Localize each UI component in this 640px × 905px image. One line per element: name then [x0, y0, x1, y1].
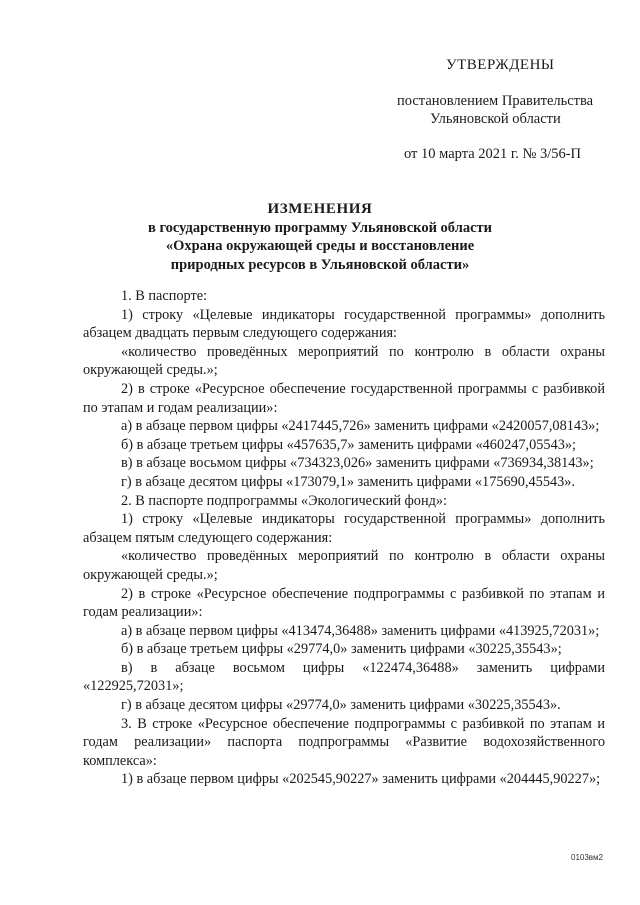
paragraph: а) в абзаце первом цифры «2417445,726» заменить цифрами «2420057,08143»;: [121, 418, 600, 435]
approval-title: УТВЕРЖДЕНЫ: [446, 57, 555, 73]
paragraph: а) в абзаце первом цифры «413474,36488» заменить цифрами «413925,72031»;: [121, 622, 600, 639]
paragraph: г) в абзаце десятом цифры «173079,1» заменить цифрами «175690,45543».: [121, 473, 575, 490]
document-body: [83, 287, 605, 789]
paragraph: 1) в абзаце первом цифры «202545,90227» заменить цифрами «204445,90227»;: [121, 771, 601, 788]
document-title-line: в государственную программу Ульяновской области: [147, 219, 492, 236]
paragraph: 1) строку «Целевые индикаторы государственной программы» дополнить абзацем двадцать первым следующего содержания:: [83, 306, 605, 342]
paragraph: г) в абзаце десятом цифры «29774,0» заменить цифрами «30225,35543».: [121, 697, 561, 714]
document-code: 0103вм2: [571, 853, 603, 862]
document-title-line: «Охрана окружающей среды и восстановление: [165, 238, 475, 254]
paragraph: б) в абзаце третьем цифры «457635,7» заменить цифрами «460247,05543»;: [121, 436, 576, 453]
paragraph: 3. В строке «Ресурсное обеспечение подпрограммы с разбивкой по этапам и годам реализации» паспорта подпрограммы «Развитие водохозяйственного комплекса»:: [83, 715, 605, 769]
document-title-line: природных ресурсов в Ульяновской области»: [170, 256, 470, 273]
paragraph: в) в абзаце восьмом цифры «122474,36488» заменить цифрами «122925,72031»;: [83, 659, 605, 695]
paragraph: 2) в строке «Ресурсное обеспечение государственной программы с разбивкой по этапам и годам реализации»:: [83, 380, 605, 416]
paragraph: 2) в строке «Ресурсное обеспечение подпрограммы с разбивкой по этапам и годам реализации»:: [83, 585, 605, 621]
document-title: [0, 200, 640, 274]
approval-date: от 10 марта 2021 г. № 3/56-П: [404, 146, 582, 162]
paragraph: «количество проведённых мероприятий по контролю в области охраны окружающей среды.»;: [83, 343, 605, 379]
paragraph: «количество проведённых мероприятий по контролю в области охраны окружающей среды.»;: [83, 548, 605, 583]
paragraph: б) в абзаце третьем цифры «29774,0» заменить цифрами «30225,35543»;: [121, 641, 562, 658]
approval-issuer: постановлением Правительства: [397, 93, 594, 109]
document-heading: ИЗМЕНЕНИЯ: [267, 201, 373, 217]
approval-organization: Ульяновской области: [430, 111, 561, 127]
paragraph: 2. В паспорте подпрограммы «Экологический фонд»:: [121, 492, 448, 509]
paragraph: 1) строку «Целевые индикаторы государственной программы» дополнить абзацем пятым следующего содержания:: [83, 511, 605, 546]
paragraph: в) в абзаце восьмом цифры «734323,026» заменить цифрами «736934,38143»;: [121, 455, 594, 472]
paragraph: 1. В паспорте:: [121, 288, 208, 304]
